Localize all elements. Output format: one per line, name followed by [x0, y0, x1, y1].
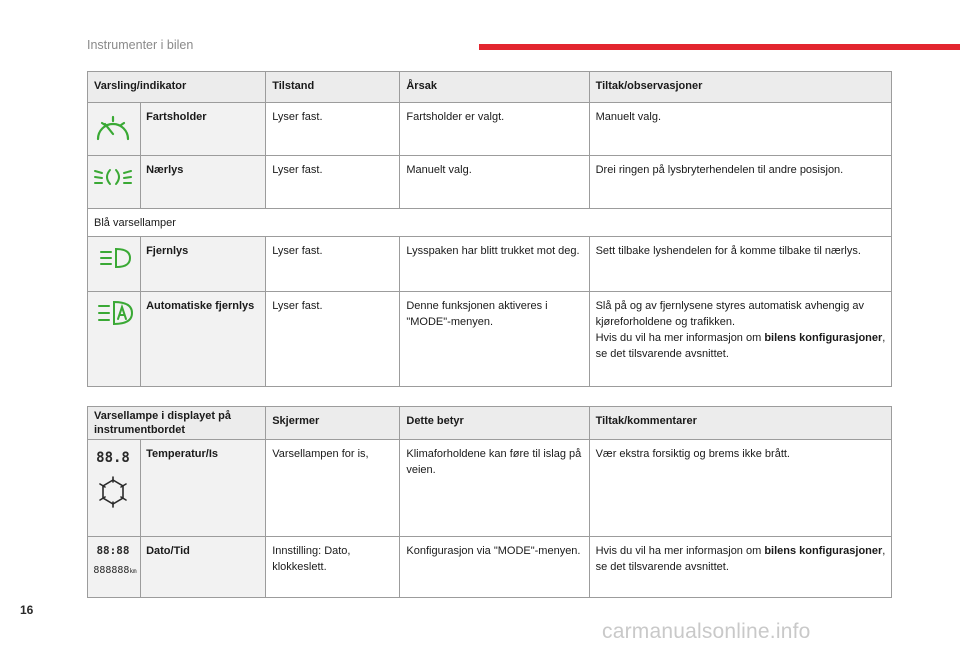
odometer-display: [90, 563, 140, 580]
indicator-action: [589, 292, 891, 387]
indicator-cause: Manuelt valg.: [400, 156, 589, 209]
action-text-bold: bilens konfigurasjoner: [764, 332, 883, 344]
action-text-pre: Hvis du vil ha mer informasjon om: [595, 332, 765, 344]
indicator-state: Lyser fast.: [266, 156, 400, 209]
indicator-name: Automatiske fjernlys: [141, 292, 266, 387]
indicator-cause: Fartsholder er valgt.: [400, 103, 589, 156]
cruise-control-icon: [90, 109, 136, 149]
header-meaning: Dette betyr: [400, 407, 589, 440]
indicator-state: Lyser fast.: [266, 103, 400, 156]
action-text-2: [596, 330, 886, 362]
group-label: Blå varsellamper: [88, 209, 892, 237]
indicator-name: Fartsholder: [141, 103, 266, 156]
temperature-display-icon: 88.8: [96, 450, 130, 466]
header-comments: Tiltak/kommentarer: [589, 407, 891, 440]
warning-lamps-table: [87, 71, 892, 387]
indicator-action: Manuelt valg.: [589, 103, 891, 156]
indicator-state: Innstilling: Dato, klokkeslett.: [266, 537, 400, 598]
display-lamps-table: [87, 406, 892, 598]
icon-cell: [88, 440, 141, 537]
table-header-row: [88, 72, 892, 103]
header-action: Tiltak/observasjoner: [589, 72, 891, 103]
icon-cell: [88, 537, 141, 598]
action-text-1: Slå på og av fjernlysene styres automatisk avhengig av kjøreforholdene og trafikken.: [595, 300, 865, 328]
dipped-beam-icon: [90, 162, 136, 192]
indicator-state: Lyser fast.: [266, 237, 400, 292]
header-screens: Skjermer: [266, 407, 400, 440]
header-accent-bar: [479, 44, 960, 50]
table-row: [88, 237, 892, 292]
icon-cell: [88, 156, 141, 209]
indicator-cause: Lysspaken har blitt trukket mot deg.: [400, 237, 589, 292]
header-cause: Årsak: [400, 72, 589, 103]
date-time-display-icon: 88:88: [96, 544, 130, 557]
indicator-name: Fjernlys: [141, 237, 266, 292]
icon-cell: [88, 237, 141, 292]
indicator-action: Drei ringen på lysbryterhendelen til andre posisjon.: [589, 156, 891, 209]
header-state: Tilstand: [266, 72, 400, 103]
indicator-action: Sett tilbake lyshendelen for å komme tilbake til nærlys.: [589, 237, 891, 292]
indicator-action: [589, 537, 891, 598]
watermark: carmanualsonline.info: [602, 620, 811, 643]
header-indicator: Varsling/indikator: [88, 72, 266, 103]
group-label-row: [88, 209, 892, 237]
indicator-cause: Klimaforholdene kan føre til islag på veien.: [400, 440, 589, 537]
table-row: [88, 292, 892, 387]
section-title: Instrumenter i bilen: [87, 38, 194, 52]
indicator-cause: Konfigurasjon via "MODE"-menyen.: [400, 537, 589, 598]
icon-cell: [88, 292, 141, 387]
action-text-post: , se det tilsvarende avsnittet.: [595, 332, 886, 360]
indicator-name: Temperatur/Is: [141, 440, 266, 537]
snowflake-icon: [90, 476, 136, 510]
page-number: 16: [20, 603, 34, 617]
indicator-name: Nærlys: [141, 156, 266, 209]
indicator-name: Dato/Tid: [141, 537, 266, 598]
odometer-digits: 888888: [93, 565, 130, 576]
odometer-unit: km: [129, 568, 137, 575]
table-row: [88, 440, 892, 537]
header-indicator: Varsellampe i displayet på instrumentbordet: [88, 407, 266, 440]
main-beam-icon: [90, 243, 136, 273]
table-row: [88, 537, 892, 598]
indicator-action: Vær ekstra forsiktig og brems ikke brått.: [589, 440, 891, 537]
action-text-bold: bilens konfigurasjoner: [764, 545, 883, 557]
action-text-pre: Hvis du vil ha mer informasjon om: [595, 545, 765, 557]
table-row: [88, 103, 892, 156]
auto-main-beam-icon: [90, 298, 136, 328]
icon-cell: [88, 103, 141, 156]
indicator-state: Varsellampen for is,: [266, 440, 400, 537]
indicator-state: Lyser fast.: [266, 292, 400, 387]
indicator-cause: Denne funksjonen aktiveres i "MODE"-menyen.: [400, 292, 589, 387]
table-header-row: [88, 407, 892, 440]
table-row: [88, 156, 892, 209]
action-text-post: , se det tilsvarende avsnittet.: [595, 545, 886, 573]
